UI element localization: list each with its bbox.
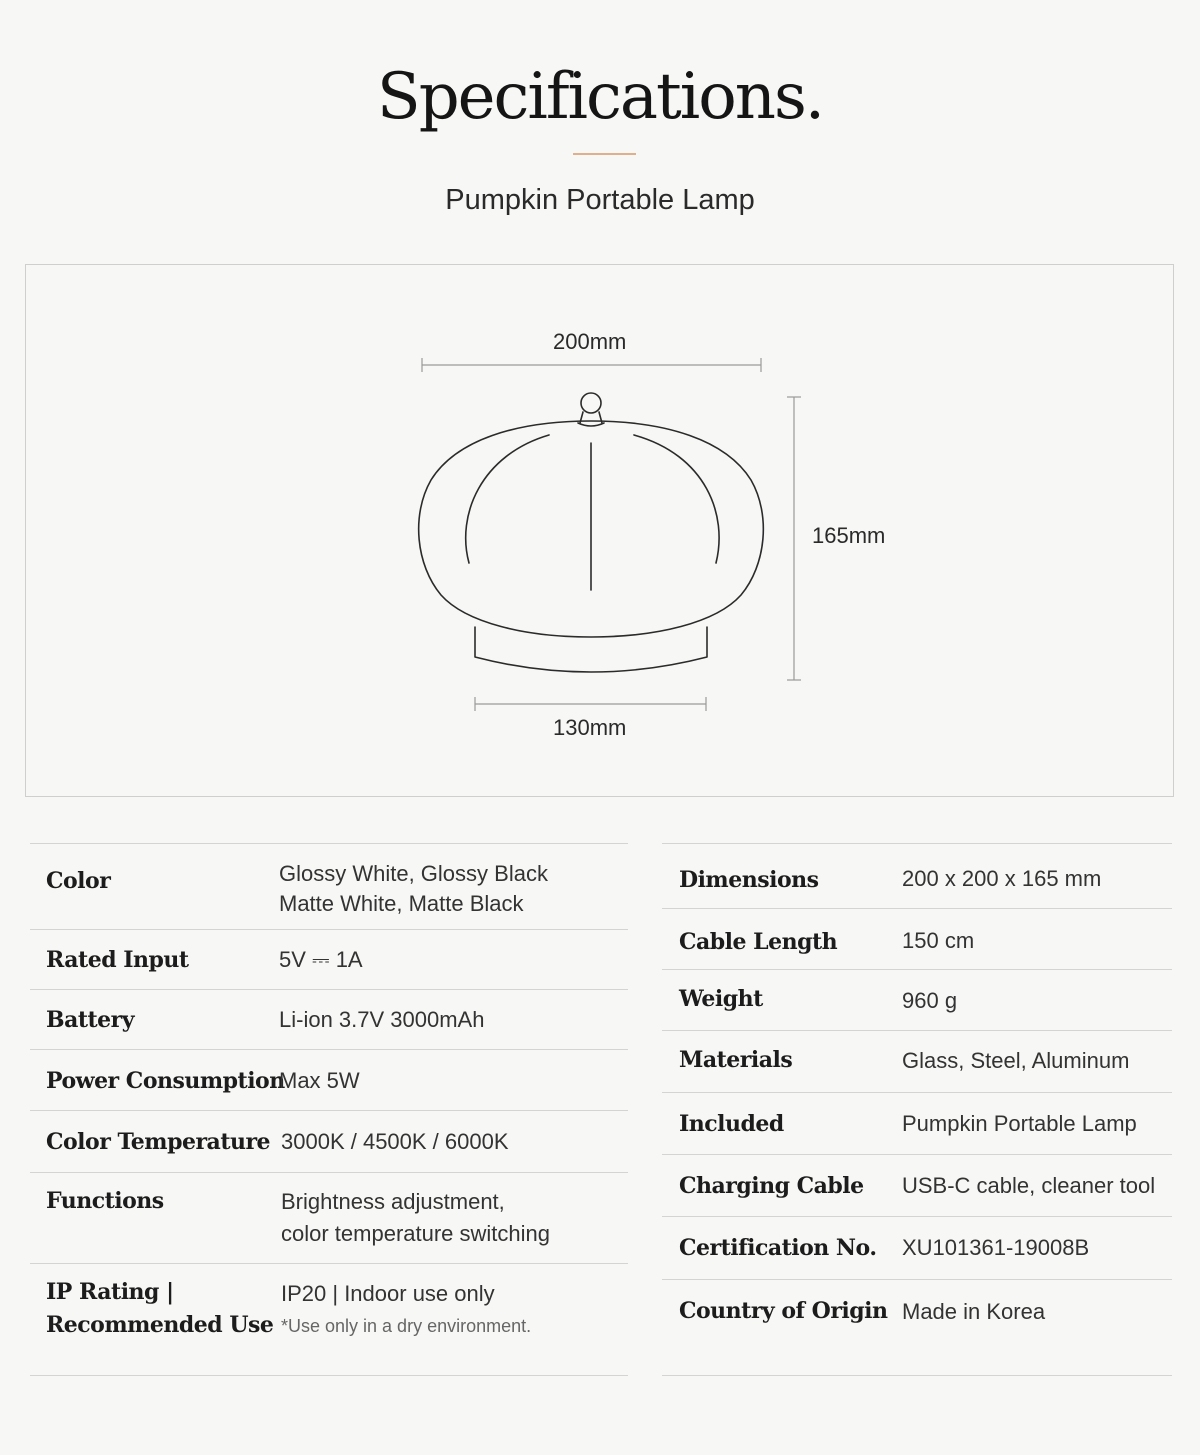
spec-label: IP Rating | [46, 1279, 174, 1305]
spec-label: Rated Input [46, 947, 189, 973]
spec-row-cable-length [662, 909, 1172, 970]
spec-label: Functions [46, 1188, 164, 1214]
spec-row-color [30, 843, 628, 930]
spec-label: Charging Cable [679, 1173, 864, 1199]
spec-value: USB-C cable, cleaner tool [902, 1173, 1156, 1198]
spec-label: Power Consumption [46, 1068, 285, 1094]
spec-row-color-temperature [30, 1111, 628, 1173]
spec-value: Glossy White, Glossy Black [279, 861, 548, 886]
spec-label: Battery [46, 1007, 135, 1033]
spec-value-line2: Matte White, Matte Black [279, 891, 524, 916]
page-title: Specifications. [376, 60, 824, 134]
spec-value: Pumpkin Portable Lamp [902, 1111, 1137, 1136]
spec-row-rated-input [30, 930, 628, 990]
spec-label: Cable Length [679, 929, 838, 955]
spec-label: Dimensions [679, 867, 819, 893]
height-dimension-label: 165mm [812, 523, 886, 548]
spec-row-functions [30, 1173, 628, 1264]
spec-value: Li-ion 3.7V 3000mAh [279, 1007, 485, 1032]
spec-label: Included [679, 1111, 784, 1137]
spec-label: Color [46, 868, 111, 894]
spec-row-power-consumption [30, 1050, 628, 1111]
spec-label: Weight [679, 986, 763, 1012]
spec-value: Made in Korea [902, 1299, 1046, 1324]
spec-row-battery [30, 990, 628, 1050]
spec-value: 3000K / 4500K / 6000K [281, 1129, 509, 1154]
spec-row-materials [662, 1031, 1172, 1093]
spec-row-certification [662, 1217, 1172, 1280]
spec-value: XU101361-19008B [902, 1235, 1090, 1260]
spec-value: Glass, Steel, Aluminum [902, 1048, 1130, 1073]
spec-row-charging-cable [662, 1155, 1172, 1217]
spec-row-dimensions [662, 843, 1172, 909]
spec-label-line2: Recommended Use [46, 1312, 274, 1338]
spec-row-ip-rating [30, 1264, 628, 1376]
spec-row-included [662, 1093, 1172, 1155]
title-divider [573, 153, 636, 155]
spec-value: Brightness adjustment, [281, 1189, 505, 1214]
spec-value: Max 5W [279, 1068, 360, 1093]
dimension-diagram [25, 264, 1174, 797]
spec-value: IP20 | Indoor use only [281, 1281, 495, 1306]
spec-label: Materials [679, 1047, 793, 1073]
spec-value-line2: color temperature switching [281, 1221, 551, 1246]
spec-row-weight [662, 970, 1172, 1031]
spec-row-country-of-origin [662, 1280, 1172, 1376]
spec-label: Country of Origin [679, 1298, 888, 1324]
spec-value: 5V ⎓ 1A [279, 947, 363, 972]
product-name: Pumpkin Portable Lamp [445, 184, 755, 216]
spec-label: Certification No. [679, 1235, 877, 1261]
spec-value: 150 cm [902, 928, 975, 953]
spec-value: 960 g [902, 988, 958, 1013]
spec-value: 200 x 200 x 165 mm [902, 866, 1102, 891]
base-dimension-label: 130mm [553, 715, 627, 740]
spec-label: Color Temperature [46, 1129, 271, 1155]
spec-note: *Use only in a dry environment. [281, 1316, 532, 1336]
width-dimension-label: 200mm [553, 329, 627, 354]
